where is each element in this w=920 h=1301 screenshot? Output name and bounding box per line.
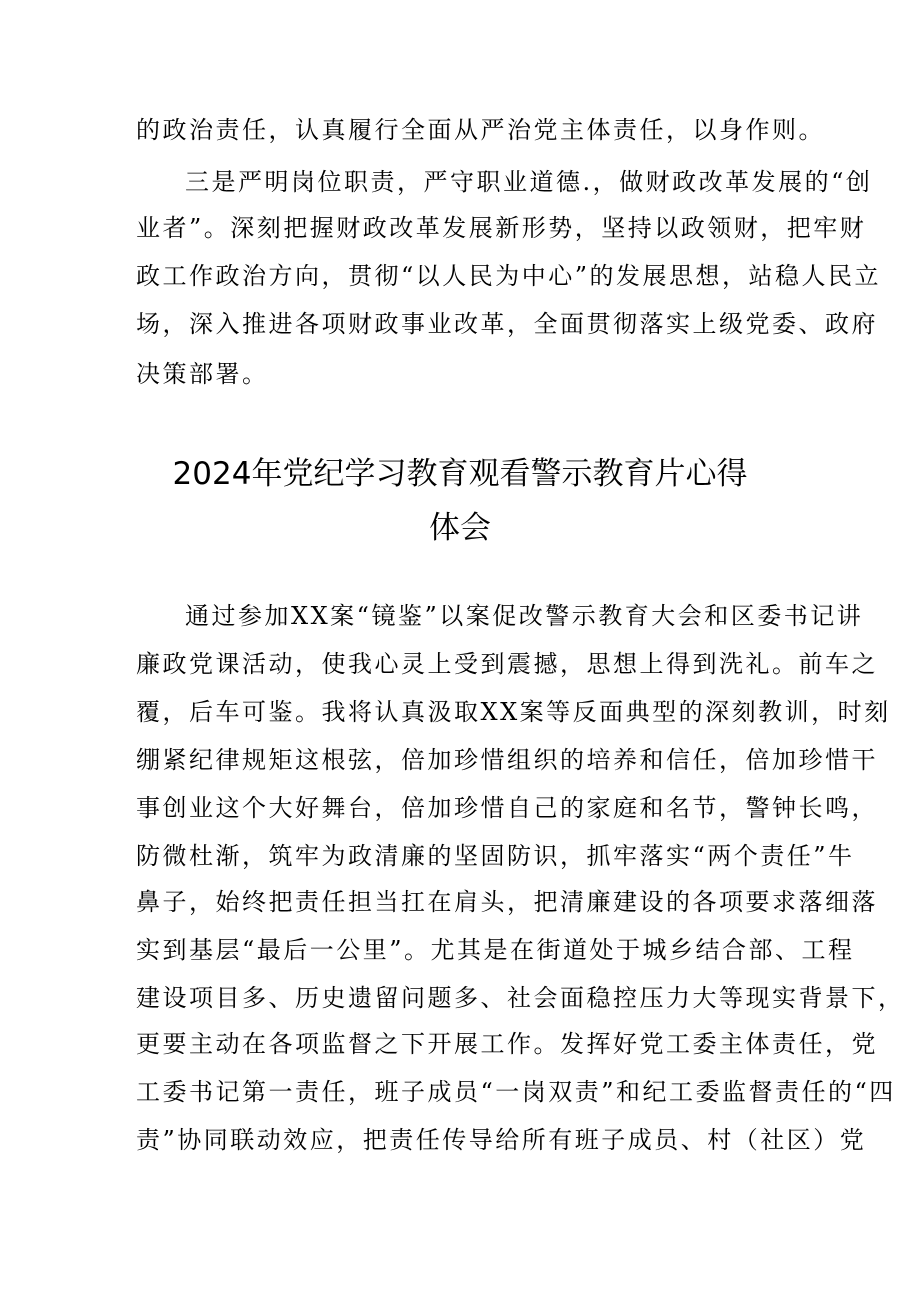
paragraph-line: 的政治责任，认真履行全面从严治党主体责任，以身作则。	[136, 116, 825, 144]
paragraph-line: 政工作政治方向，贯彻“以人民为中心”的发展思想，站稳人民立	[136, 262, 882, 290]
paragraph-line: 工委书记第一责任，班子成员“一岗双责”和纪工委监督责任的“四	[136, 1078, 896, 1106]
paragraph-line: 决策部署。	[136, 360, 269, 388]
paragraph-line: 场，深入推进各项财政事业改革，全面贯彻落实上级党委、政府	[136, 310, 878, 338]
paragraph-line: 鼻子，始终把责任担当扛在肩头，把清廉建设的各项要求落细落	[136, 888, 878, 916]
paragraph-line: 防微杜渐，筑牢为政清廉的坚固防识，抓牢落实“两个责任”牛	[136, 842, 855, 870]
paragraph-line: 覆，后车可鉴。我将认真汲取XX案等反面典型的深刻教训，时刻	[136, 698, 891, 726]
paragraph-line: 更要主动在各项监督之下开展工作。发挥好党工委主体责任，党	[136, 1030, 878, 1058]
paragraph-line: 通过参加XX案“镜鉴”以案促改警示教育大会和区委书记讲	[185, 602, 864, 630]
article-title: 2024年党纪学习教育观看警示教育片心得	[172, 456, 748, 492]
paragraph-line: 三是严明岗位职责，严守职业道德.，做财政改革发展的“创	[185, 168, 873, 196]
paragraph-line: 廉政党课活动，使我心灵上受到震撼，思想上得到洗礼。前车之	[136, 650, 878, 678]
paragraph-line: 建设项目多、历史遗留问题多、社会面稳控压力大等现实背景下，	[136, 984, 905, 1012]
paragraph-line: 绷紧纪律规矩这根弦，倍加珍惜组织的培养和信任，倍加珍惜干	[136, 746, 878, 774]
paragraph-line: 责”协同联动效应，把责任传导给所有班子成员、村（社区）党	[136, 1126, 867, 1154]
paragraph-line: 实到基层“最后一公里”。尤其是在街道处于城乡结合部、工程	[136, 936, 855, 964]
article-title-continued: 体会	[429, 510, 491, 546]
paragraph-line: 事创业这个大好舞台，倍加珍惜自己的家庭和名节，警钟长鸣，	[136, 794, 878, 822]
paragraph-line: 业者”。深刻把握财政改革发展新形势，坚持以政领财，把牢财	[136, 214, 867, 242]
